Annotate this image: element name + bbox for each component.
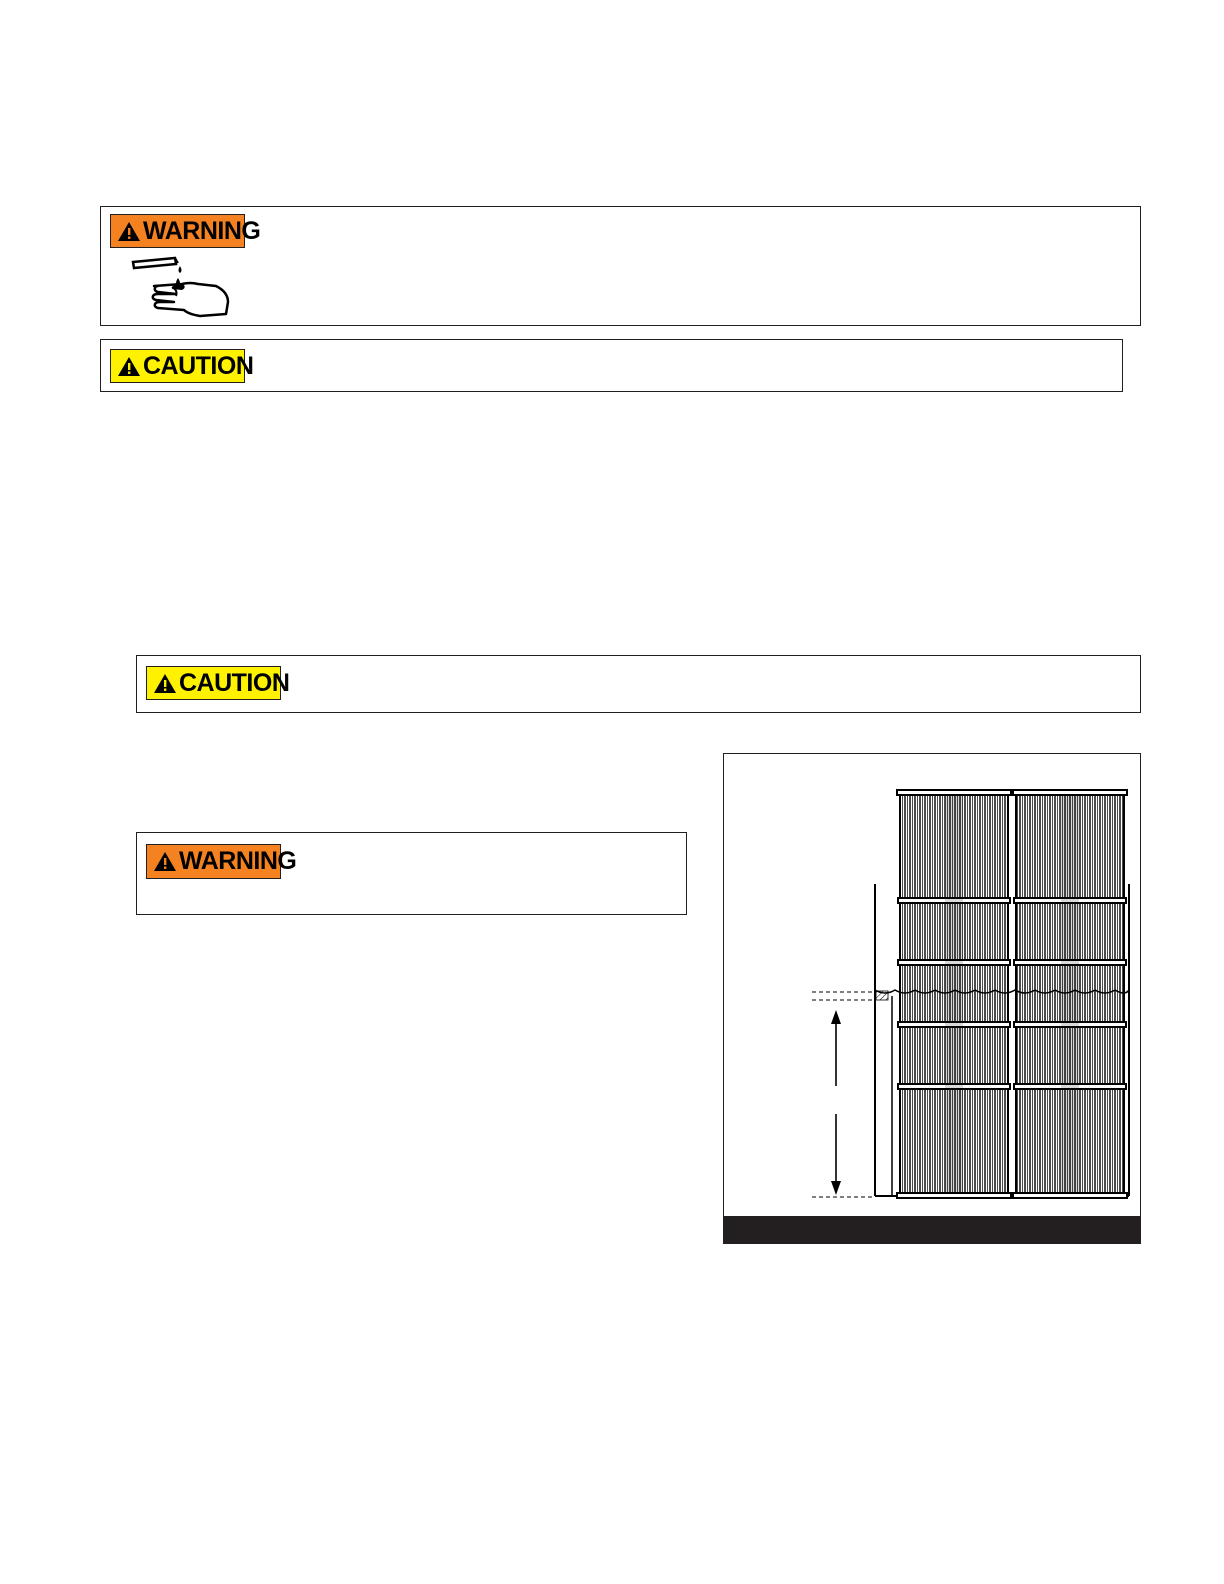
alert-triangle-icon xyxy=(153,673,177,694)
chemical-hand-hazard-icon xyxy=(128,254,234,320)
warning-label xyxy=(110,214,261,248)
caution-label-1 xyxy=(110,349,254,383)
alert-triangle-icon xyxy=(153,851,177,872)
warning-label-2 xyxy=(146,844,297,879)
cartridge-soak-figure xyxy=(723,753,1141,1244)
alert-triangle-icon xyxy=(117,356,141,377)
caution-panel-1 xyxy=(100,339,1123,392)
caution-signal-word: CAUTION xyxy=(179,668,290,697)
warning-signal-word: WARNING xyxy=(143,216,261,245)
filter-cartridges-illustration xyxy=(724,754,1141,1218)
alert-triangle-icon xyxy=(117,221,141,242)
figure-caption-bar xyxy=(724,1216,1140,1243)
warning-signal-word: WARNING xyxy=(179,847,297,875)
caution-label-2 xyxy=(146,666,290,700)
caution-signal-word: CAUTION xyxy=(143,351,254,380)
